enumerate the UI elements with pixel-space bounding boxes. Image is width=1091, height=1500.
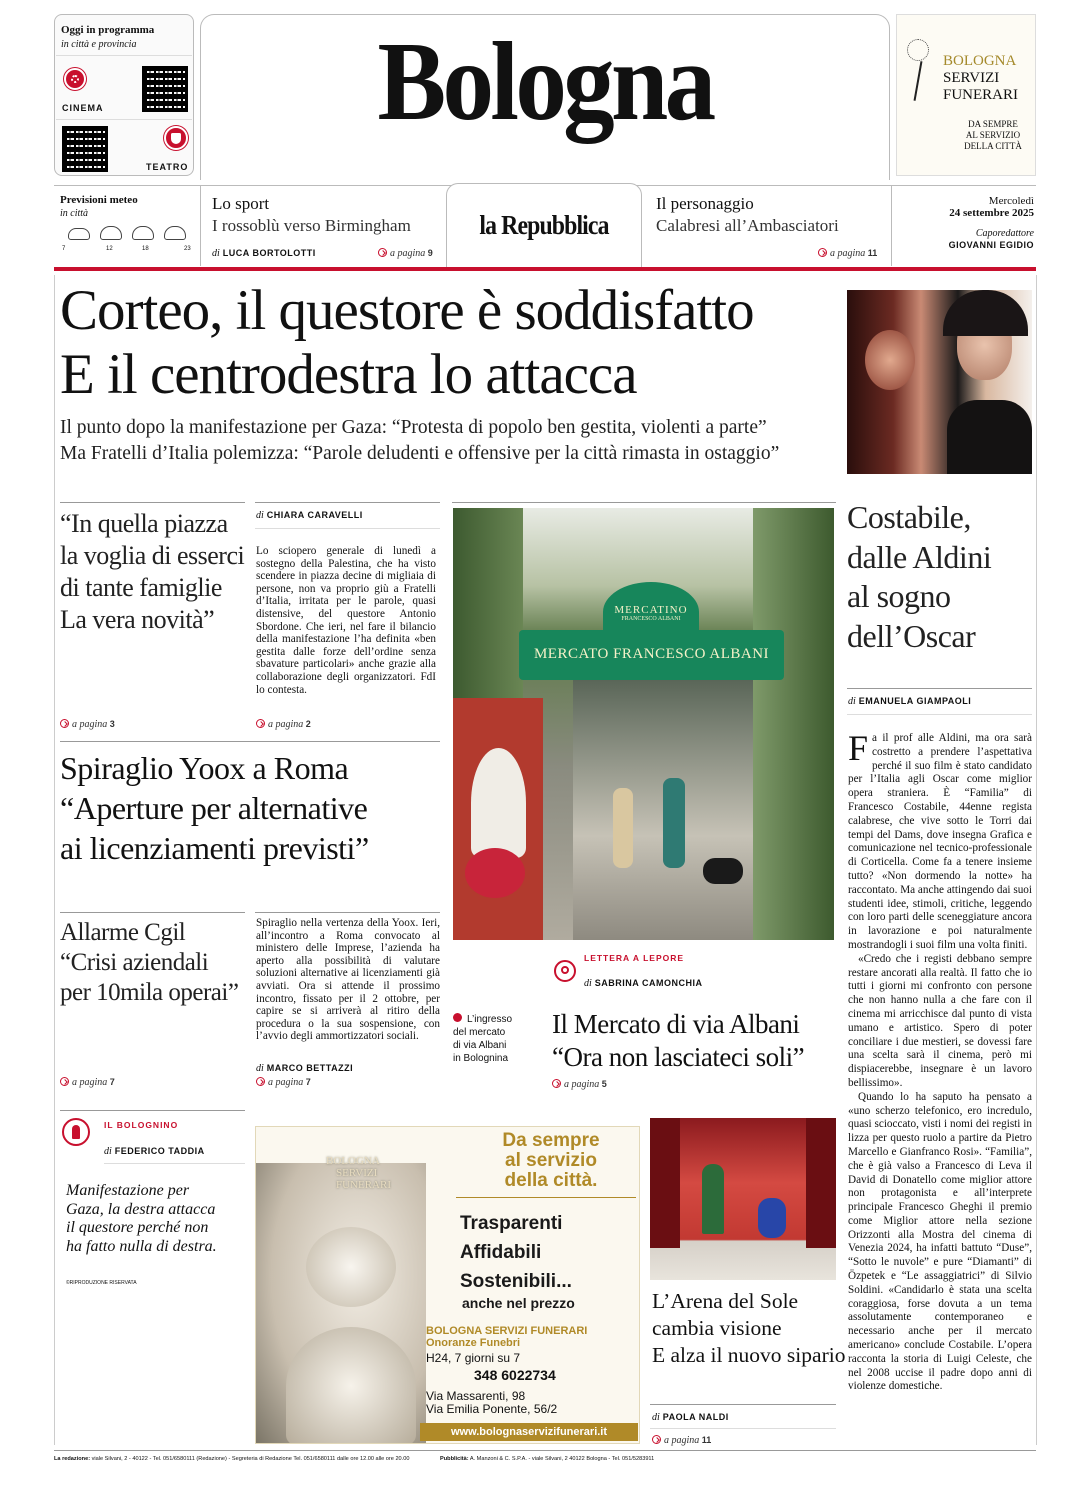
top-ad-box[interactable] xyxy=(896,14,1036,176)
yoox-headline[interactable]: Spiraglio Yoox a Roma “Aperture per alternative ai licenziamenti previsti” xyxy=(60,750,369,866)
corteo-byline: di CHIARA CARAVELLI xyxy=(256,510,363,521)
lead-subhead-1: Il punto dopo la manifestazione per Gaza: “Protesta di popolo ben gestita, violenti a parte” xyxy=(60,417,767,438)
cinema-qr-code[interactable] xyxy=(142,66,188,112)
dandelion-stem-icon xyxy=(914,61,923,101)
dandelion-icon xyxy=(907,39,929,61)
top-ad-tag1: DA SEMPRE xyxy=(968,119,1018,129)
teatro-panel[interactable] xyxy=(56,119,192,175)
personaggio-headline: Calabresi all’Ambasciatori xyxy=(656,216,839,235)
film-reel-icon xyxy=(64,68,86,90)
sport-headline: I rossoblù verso Birmingham xyxy=(212,216,411,235)
left-rule xyxy=(54,275,55,1445)
top-ad-tag3: DELLA CITTÀ xyxy=(964,141,1022,151)
arena-page-link[interactable]: a pagina 11 xyxy=(652,1434,711,1446)
personaggio-kicker: Il personaggio xyxy=(656,194,754,213)
teatro-qr-code[interactable] xyxy=(62,126,108,172)
yoox-page-link[interactable]: a pagina 7 xyxy=(256,1076,311,1088)
mercato-sign-sub: FRANCESCO ALBANI xyxy=(621,616,681,622)
meteo-hour: 7 xyxy=(62,246,66,252)
ad-address1: Via Massarenti, 98 xyxy=(426,1389,526,1403)
arrow-right-icon xyxy=(378,248,387,257)
newspaper-logo: la Repubblica xyxy=(479,210,609,240)
meteo-subtitle: in città xyxy=(60,208,89,219)
fountain-pen-icon xyxy=(62,1118,90,1146)
meteo-box[interactable] xyxy=(54,186,194,264)
masthead-title: Bologna xyxy=(377,20,713,144)
bolognino-byline: di FEDERICO TADDIA xyxy=(104,1146,205,1157)
top-ad-line3: FUNERARI xyxy=(943,87,1019,103)
ad-url[interactable]: www.bolognaservizifunerari.it xyxy=(420,1423,638,1441)
meteo-hour: 12 xyxy=(106,246,113,252)
top-ad-line1: BOLOGNA xyxy=(943,53,1017,69)
arena-byline: di PAOLA NALDI xyxy=(652,1412,729,1423)
arrow-right-icon xyxy=(818,248,827,257)
mercato-page-link[interactable]: a pagina 5 xyxy=(552,1078,607,1090)
sun-cloud-icon xyxy=(164,226,186,240)
mercato-headline[interactable]: Il Mercato di via Albani “Ora non lasciateci soli” xyxy=(552,1009,805,1072)
mercato-caption: L’ingresso del mercato di via Albani in Bolognina xyxy=(453,1014,513,1064)
editor-name: GIOVANNI EGIDIO xyxy=(948,240,1034,250)
lead-headline-2[interactable]: E il centrodestra lo attacca xyxy=(60,343,637,406)
arrow-right-icon xyxy=(60,1077,69,1086)
angel-body xyxy=(286,1327,416,1444)
meteo-title: Previsioni meteo xyxy=(60,194,138,206)
quote1[interactable]: “In quella piazza la voglia di esserci di tante famiglie La vera novità” xyxy=(60,509,245,634)
personaggio-page-link[interactable]: a pagina 11 xyxy=(818,247,877,259)
right-rule xyxy=(1036,275,1037,1445)
funeral-ad[interactable] xyxy=(255,1126,640,1444)
rain-cloud-icon xyxy=(68,228,90,240)
ad-logo3: FUNERARI xyxy=(336,1179,392,1191)
costabile-byline: di EMANUELA GIAMPAOLI xyxy=(848,696,972,707)
ad-logo1: BOLOGNA xyxy=(326,1155,380,1167)
bolognino-text: Manifestazione per Gaza, la destra attacca il questore perché non ha fatto nulla di destra. xyxy=(66,1182,217,1255)
top-ad-line2: SERVIZI xyxy=(943,70,1000,86)
letter-icon xyxy=(554,960,576,982)
lead-subhead-2: Ma Fratelli d’Italia polemizza: “Parole deludenti e offensive per la città rimasta in ostaggio” xyxy=(60,443,780,464)
corteo-text: Lo sciopero generale di lunedì a sostegno della Palestina, che ha visto scendere in piazza decine di migliaia di persone, non va proprio giù a Fratelli d’Italia, irritata per le parole, quasi distensive, del questore Antonio Sbordone. Che ieri, nel fare il bilancio della manifestazione l’ha definita «ben gestita dalle forze dell’ordine senza sbavature particolari» anche grazie alla collaborazione degli organizzatori. FdI lo contesta. xyxy=(256,545,436,696)
mercato-byline: di SABRINA CAMONCHIA xyxy=(584,978,703,989)
sun-cloud-icon xyxy=(100,226,122,240)
teatro-label: TEATRO xyxy=(146,162,189,172)
meteo-row xyxy=(60,224,190,256)
sport-kicker: Lo sport xyxy=(212,194,270,213)
lead-headline-1[interactable]: Corteo, il questore è soddisfatto xyxy=(60,279,754,342)
bolognino-copyright: ©RIPRODUZIONE RISERVATA xyxy=(66,1280,137,1286)
programma-title: Oggi in programma xyxy=(61,24,155,36)
mercato-photo xyxy=(453,508,834,940)
theatre-mask-icon xyxy=(164,126,188,150)
ad-logo2: SERVIZI xyxy=(336,1167,378,1179)
issue-date: 24 settembre 2025 xyxy=(949,207,1034,219)
sport-page-link[interactable]: a pagina 9 xyxy=(378,247,433,259)
costabile-text: Fa il prof alle Aldini, ma ora sarà costretto a prendere l’aspettativa perché il suo film è stato candidato per l’Italia agli Oscar come miglior opera straniera. È “Familia” di Francesco Costabile, 44enne regista calabrese, che vive sotto le Torri dai tempi del Dams, dove insegna Grafica e comunicazione nel tecnico-professionale di Corticella. Come fa a tenere insieme tutto? «Non dormendo la notte» ha raccontato. Ma anche attingendo dai suoi studenti idee, stimoli, critiche, leggendo con loro parti delle sceneggiature ancora in lavorazione e poi naturalmente mostrandogli i suoi film una volta finiti. «Credo che i registi debbano sempre restare ancorati alla realtà. Il fatto che io tutti i giorni mi confronto con persone che non hanno nulla a che fare con il cinema mi arricchisce dal punto di vista umano e artistico. Spero di poter conciliare i due mestieri, se dovessi fare una scelta sarà il cinema, però mi dispiacerebbe, insegnare è un lavoro bellissimo». Quando lo ha saputo ha pensato a «uno scherzo telefonico, ero incredulo, quasi scioccato, visti i nomi dei registi in lizza per questo ruolo a partire da Pietro Marcello e Gianfranco Rosi». “Familia”, che è già valso a Francesco di Leva il David di Donatello come miglior attore non protagonista e all’interprete principale Francesco Gheghi il premio come Miglior attore nella sezione Orizzonti alla Mostra del cinema di Venezia 2024, ha infatti battuto “Duse”, “Sotto le nuvole” e pure “Diamanti” di Özpetek e “Le assaggiatrici” di Silvio Soldini. «Candidarlo è stata una scelta coraggiosa, forse dovuta a un tema assolutamente contemporaneo e necessario anche per il mercato americano» conclude Costabile. L’opera racconta la storia di Luigi Celeste, che nel 2008 uccise il padre dopo anni di violenze domestiche. xyxy=(848,728,1032,1393)
personaggio-teaser[interactable] xyxy=(648,186,888,266)
programma-box xyxy=(54,14,194,176)
costabile-portrait xyxy=(847,290,1032,474)
mercato-sign-top: MERCATINO xyxy=(614,604,688,616)
programma-subtitle: in città e provincia xyxy=(61,39,137,50)
sport-teaser[interactable] xyxy=(206,186,444,266)
arrow-right-icon xyxy=(256,719,265,728)
quote1-page-link[interactable]: a pagina 3 xyxy=(60,718,115,730)
top-ad-tag2: AL SERVIZIO xyxy=(965,130,1021,140)
sport-byline: di LUCA BORTOLOTTI xyxy=(212,248,316,259)
ad-values: Trasparenti Affidabili Sostenibili... anche nel prezzo xyxy=(460,1213,575,1311)
arrow-right-icon xyxy=(256,1077,265,1086)
costabile-headline[interactable]: Costabile, dalle Aldini al sogno dell’Oscar xyxy=(847,499,992,654)
angel-head xyxy=(306,1227,396,1307)
mercato-kicker: LETTERA A LEPORE xyxy=(584,953,685,963)
cgil-page-link[interactable]: a pagina 7 xyxy=(60,1076,115,1088)
arrow-right-icon xyxy=(652,1435,661,1444)
footer-pubblicita: Pubblicità: A. Manzoni & C. S.P.A. - viale Silvani, 2 40122 Bologna - Tel. 051/5283911 xyxy=(440,1456,655,1462)
cgil-quote[interactable]: Allarme Cgil “Crisi aziendali per 10mila operai” xyxy=(60,919,239,1006)
date-box xyxy=(896,186,1034,266)
mercato-sign: MERCATO FRANCESCO ALBANI xyxy=(533,646,770,662)
cinema-panel[interactable] xyxy=(56,55,192,117)
ad-company-sub: Onoranze Funebri xyxy=(426,1337,521,1349)
bolognino-kicker: IL BOLOGNINO xyxy=(104,1120,179,1130)
arrow-right-icon xyxy=(60,719,69,728)
ad-phone[interactable]: 348 6022734 xyxy=(474,1367,556,1383)
meteo-hour: 23 xyxy=(184,246,191,252)
ad-hours: H24, 7 giorni su 7 xyxy=(426,1351,521,1365)
arena-photo xyxy=(650,1118,836,1280)
yoox-byline: di MARCO BETTAZZI xyxy=(256,1063,354,1074)
sun-cloud-icon xyxy=(132,226,154,240)
ad-company: BOLOGNA SERVIZI FUNERARI xyxy=(426,1325,588,1337)
arrow-right-icon xyxy=(552,1079,561,1088)
arena-headline[interactable]: L’Arena del Sole cambia visione E alza il nuovo sipario xyxy=(652,1289,846,1367)
costabile-dropcap: F xyxy=(848,728,869,768)
meteo-hour: 18 xyxy=(142,246,149,252)
camera-icon xyxy=(453,1013,462,1022)
ad-address2: Via Emilia Ponente, 56/2 xyxy=(426,1402,558,1416)
footer-redazione: La redazione: viale Silvani, 2 - 40122 - Tel. 051/6580111 (Redazione) - Segreteria di Redazione Tel. 051/6580111 dalle ore 12.00 alle ore 20.00 xyxy=(54,1456,410,1462)
editor-role: Caporedattore xyxy=(975,228,1034,239)
weekday: Mercoledì xyxy=(988,195,1034,207)
ad-claim: Da sempre al servizio della città. xyxy=(502,1130,600,1191)
cinema-label: CINEMA xyxy=(62,103,104,113)
yoox-text: Spiraglio nella vertenza della Yoox. Ieri, all’incontro a Roma convocato al ministero delle Imprese, l’azienda ha aperto alla possibilità di valutare soluzioni alternative ai licenziamenti già avviati. Ora si attende il prossimo incontro, fissato per il 2 ottobre, per capire se si arriverà al ritiro della procedura o la sua sospensione, con l’avvio degli ammortizzatori sociali. xyxy=(256,917,440,1043)
corteo-page-link[interactable]: a pagina 2 xyxy=(256,718,311,730)
